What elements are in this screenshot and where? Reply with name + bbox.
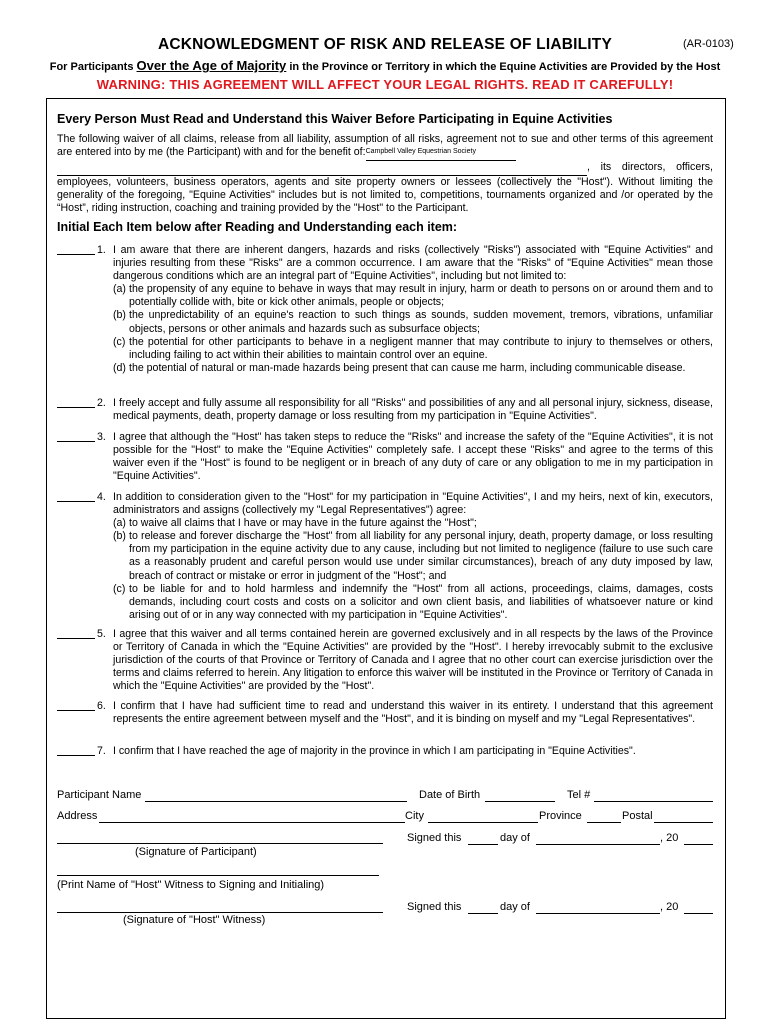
sub-item-text: to waive all claims that I have or may have in the future against the "Host";	[129, 517, 477, 530]
signed-this-label-1: Signed this	[407, 832, 462, 844]
day-of-label-1: day of	[500, 832, 530, 844]
initial-field[interactable]	[57, 407, 95, 408]
city-label: City	[405, 810, 424, 822]
form-title: ACKNOWLEDGMENT OF RISK AND RELEASE OF LIABILITY	[157, 36, 612, 53]
intro-paragraph	[57, 133, 713, 215]
address-field[interactable]	[99, 822, 405, 823]
item-text: I freely accept and fully assume all responsibility for all "Risks" and possibilities of any and all personal injury, sickness, disease, medical payments, death, property damage or loss resulting from my participation in "Equine Activities".	[113, 397, 713, 423]
subtitle-pre: For Participants	[49, 61, 137, 73]
signed-this-label-2: Signed this	[407, 901, 462, 913]
item-text: I confirm that I have had sufficient time to read and understand this waiver in its entirety. I understand that this agreement represents the entire agreement between myself and the "Host", and it is binding on myself and my "Legal Representatives".	[113, 700, 713, 726]
participant-signature-label: (Signature of Participant)	[135, 846, 257, 858]
day-of-label-2: day of	[500, 901, 530, 913]
sub-item-text: the potential for other participants to behave in a negligent manner that may contribute to injury to themselves or others, including failing to act within their abilities to maintain control over an equine.	[129, 335, 713, 361]
item-number: 5.	[97, 628, 106, 640]
year-prefix-2: , 20	[660, 901, 679, 913]
participant-name-field[interactable]	[145, 801, 407, 802]
sub-item-text: to release and forever discharge the "Host" from all liability for any personal injury, death, property damage, or loss resulting from my participation in the equine activity due to any cause, including but not limited to negligence (failure to use such care as a reasonably prudent and careful person would use under similar circumstances), breach of any duty imposed by law, breach of contract or mistake or error in judgment of the "Host"; and	[129, 530, 713, 582]
dob-field[interactable]	[485, 801, 555, 802]
sub-item-label: (a)	[113, 517, 126, 530]
item-text: I agree that although the "Host" has taken steps to reduce the "Risks" and increase the safety of the "Equine Activities", it is not possible for the "Host" to make the "Equine Activities" completely safe. I accept these "Risks" and agree to the terms of this waiver even if the "Host" is found to be negligent or in breach of any duty of care or any obligation to me in my participation in "Equine Activities".	[113, 431, 713, 483]
sub-item-text: the unpredictability of an equine's reaction to such things as sounds, sudden movement, tremors, vibrations, unfamiliar objects, persons or other animals and hazards such as subsurface objects;	[129, 309, 713, 335]
subtitle-post: in the Province or Territory in which the Equine Activities are Provided by the Host	[286, 61, 721, 73]
item-body	[113, 745, 713, 758]
subtitle-majority: Over the Age of Majority	[136, 58, 287, 73]
sub-item-text: the potential of natural or man-made hazards being present that can cause me harm, including communicable disease.	[129, 361, 686, 374]
dob-label: Date of Birth	[419, 789, 481, 801]
item-body	[113, 491, 713, 622]
item-body	[113, 628, 713, 693]
tel-field[interactable]	[594, 801, 713, 802]
item-body	[113, 244, 713, 375]
intro-text-a: The following waiver of all claims, release from all liability, assumption of all risks, agreement not to sue and other terms of this agreement are entered into by me (the Participant) with and for the benefit of:	[57, 133, 713, 159]
address-label: Address	[57, 810, 98, 822]
item-text: I am aware that there are inherent dangers, hazards and risks (collectively "Risks") associated with "Equine Activities" and injuries resulting from these "Risks" are a common occurrence. I am aware that the "Risks" of "Equine Activities" mean those dangerous conditions which are an integral part of "Equine Activities", including but not limited to:	[113, 244, 713, 283]
witness-print-name-line[interactable]	[57, 875, 379, 876]
host-name-field[interactable]	[366, 146, 516, 161]
sub-item-label: (b)	[113, 530, 126, 543]
sub-item-label: (c)	[113, 335, 126, 348]
sub-item	[113, 530, 713, 582]
witness-print-name-label: (Print Name of "Host" Witness to Signing and Initialing)	[57, 879, 325, 891]
form-code: (AR-0103)	[683, 38, 734, 50]
initial-field[interactable]	[57, 501, 95, 502]
sub-item-text: to be liable for and to hold harmless and indemnify the "Host" from all actions, proceedings, claims, damages, costs demands, including court costs and costs on a solicitor and own client basis, and liabilities of whatsoever nature or kind arising out of or in any way connected with my participation in "Equine Activities".	[129, 582, 713, 621]
host-name-line[interactable]	[57, 161, 587, 175]
form-subtitle	[0, 58, 770, 73]
intro-text-b: , its directors, officers, employees, volunteers, business operators, agents and site property owners or lessees (collectively the "Host"). Without limiting the generality of the foregoing, "Equine Activities" includes but is not limited to, competitions, tournaments organized and /or operated by the “Host”, riding instruction, coaching and training provided by the "Host" to the Participant.	[57, 161, 713, 215]
item-number: 2.	[97, 397, 106, 409]
warning-banner: WARNING: THIS AGREEMENT WILL AFFECT YOUR LEGAL RIGHTS. READ IT CAREFULLY!	[96, 77, 674, 92]
sub-item	[113, 336, 713, 362]
signed-month-field-1[interactable]	[536, 844, 660, 845]
sub-item-label: (a)	[113, 283, 126, 296]
witness-signature-label: (Signature of "Host" Witness)	[123, 914, 266, 926]
sub-item	[113, 283, 713, 309]
initial-field[interactable]	[57, 710, 95, 711]
year-prefix-1: , 20	[660, 832, 679, 844]
item-number: 4.	[97, 491, 106, 503]
initial-field[interactable]	[57, 441, 95, 442]
postal-label: Postal	[622, 810, 653, 822]
signed-year-field-2[interactable]	[684, 913, 713, 914]
sub-item	[113, 362, 713, 375]
province-field[interactable]	[587, 822, 621, 823]
sub-item-text: the propensity of any equine to behave in ways that may result in injury, harm or death to persons on or around them and to potentially collide with, bite or kick other animals, people or objects;	[129, 283, 713, 309]
item-number: 3.	[97, 431, 106, 443]
sub-item	[113, 309, 713, 335]
signed-month-field-2[interactable]	[536, 913, 660, 914]
item-body	[113, 431, 713, 483]
item-text: I confirm that I have reached the age of majority in the province in which I am participating in "Equine Activities".	[113, 745, 636, 757]
signed-year-field-1[interactable]	[684, 844, 713, 845]
postal-field[interactable]	[654, 822, 713, 823]
sub-item-label: (d)	[113, 361, 126, 374]
item-number: 6.	[97, 700, 106, 712]
item-number: 1.	[97, 244, 106, 256]
host-name: Campbell Valley Equestrian Society	[365, 148, 476, 156]
sub-item-label: (b)	[113, 309, 126, 322]
province-label: Province	[539, 810, 582, 822]
participant-signature-line[interactable]	[57, 843, 383, 844]
item-text: In addition to consideration given to the "Host" for my participation in "Equine Activities", I and my heirs, next of kin, executors, administrators and assigns (collectively my "Legal Representatives") agree:	[113, 491, 713, 517]
item-number: 7.	[97, 745, 106, 757]
items-heading: Initial Each Item below after Reading and Understanding each item:	[57, 220, 458, 234]
sub-item	[113, 517, 713, 530]
signed-day-field-1[interactable]	[468, 844, 498, 845]
witness-signature-line[interactable]	[57, 912, 383, 913]
item-body	[113, 397, 713, 423]
item-body	[113, 700, 713, 726]
intro-heading: Every Person Must Read and Understand this Waiver Before Participating in Equine Activities	[57, 112, 613, 126]
tel-label: Tel #	[567, 789, 591, 801]
signed-day-field-2[interactable]	[468, 913, 498, 914]
item-text: I agree that this waiver and all terms contained herein are governed exclusively and in all respects by the laws of the Province or Territory of Canada in which the "Equine Activities" are provided by the "Host". I hereby irrevocably submit to the exclusive jurisdiction of the courts of that Province or Territory of Canada and I agree that no other court can exercise jurisdiction over the terms and claims referred to herein. Any litigation to enforce this waiver will be instituted in the Province or Territory of Canada in which the "Equine Activities" are provided by the "Host".	[113, 628, 713, 693]
sub-item-label: (c)	[113, 582, 126, 595]
sub-item	[113, 583, 713, 622]
participant-name-label: Participant Name	[57, 789, 142, 801]
initial-field[interactable]	[57, 755, 95, 756]
initial-field[interactable]	[57, 638, 95, 639]
city-field[interactable]	[428, 822, 538, 823]
initial-field[interactable]	[57, 254, 95, 255]
